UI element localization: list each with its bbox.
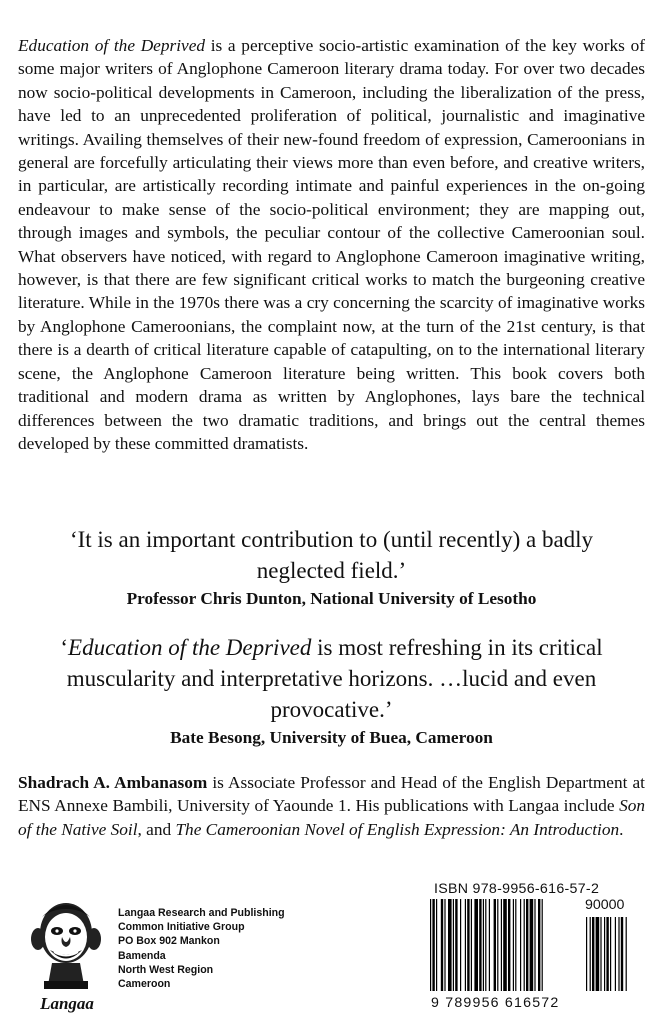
barcode-bar <box>471 899 472 991</box>
addon-barcode-bar <box>610 917 611 991</box>
barcode-bar <box>453 899 454 991</box>
barcode-bar <box>524 899 525 991</box>
barcode-bar <box>534 899 535 991</box>
addon-barcode-bar <box>590 917 591 991</box>
barcode-bar <box>526 899 528 991</box>
barcode-bar <box>455 899 457 991</box>
isbn-label: ISBN 978-9956-616-57-2 <box>434 881 600 897</box>
book-title: Son of the Native Soil <box>18 796 645 839</box>
barcode-bar <box>497 899 498 991</box>
langaa-logo <box>22 895 112 1015</box>
barcode-bar <box>483 899 484 991</box>
quote-attribution: Professor Chris Dunton, National University of Lesotho <box>126 589 537 608</box>
barcode-bar <box>448 899 452 991</box>
endorsement-quote-2 <box>40 632 623 749</box>
barcode-bar <box>508 899 510 991</box>
barcode-bar <box>538 899 540 991</box>
author-bio: Shadrach A. Ambanasom is Associate Professor and Head of the English Department at ENS Annexe Bambili, University of Yaounde 1. His publications with Langaa include Son of the Native Soil, and The Cameroonian Novel of English Expression: An Introduction. <box>18 773 645 839</box>
barcode-bar <box>494 899 496 991</box>
quote-attribution: Bate Besong, University of Buea, Cameroon <box>170 728 493 747</box>
addon-barcode-bar <box>596 917 600 991</box>
isbn-addon-number: 90000 <box>585 897 625 913</box>
barcode-bar <box>515 899 516 991</box>
quote-book-title: Education of the Deprived <box>68 635 312 660</box>
barcode-bar <box>474 899 478 991</box>
addon-barcode-bar <box>606 917 608 991</box>
barcode-bar <box>444 899 445 991</box>
blurb-text: is a perceptive socio-artistic examination of the key works of some major writers of Anglophone Cameroon literary drama today. For over two decades now socio-political developments in Cameroon, including the liberalization of the press, have led to an unprecedented proliferation of political, journalistic and imaginative writings. Availing themselves of their new-found freedom of expression, Cameroonians in general are forcefully articulating their views more than even before, and creative writers, in particular, are artistically recording intimate and painful experiences in the on-going endeavour to make sense of the socio-political environment; they are mapping out, through images and symbols, the peculiar contour of the collective Cameroonian soul. What observers have noticed, with regard to Anglophone Cameroon imaginative writing, however, is that there are few significant critical works to match the burgeoning creative literature. While in the 1970s there was a cry concerning the scarcity of imaginative works by Anglophone Cameroonians, the complaint now, at the turn of the 21st century, is that there is a dearth of critical literature capable of catapulting, on to the international literary scene, the Anglophone Cameroon literature being written. This book covers both traditional and modern drama as written by Anglophones, lays bare the technical differences between the two dramatic traditions, and brings out the central themes developed by these committed dramatists. <box>18 36 645 453</box>
isbn-barcode-block <box>426 881 649 1016</box>
barcode-bar <box>520 899 521 991</box>
barcode-bar <box>436 899 437 991</box>
barcode-bar <box>542 899 543 991</box>
publisher-address: Langaa Research and Publishing Common Initiative Group PO Box 902 Mankon Bamenda North West Region Cameroon <box>118 907 285 991</box>
logo-text: Langaa <box>40 994 94 1013</box>
quote-text: ‘Education of the Deprived is most refreshing in its critical muscularity and interpretative horizons. …lucid and even provocative.’ <box>60 635 603 722</box>
barcode-bar <box>530 899 534 991</box>
barcode-bar <box>489 899 490 991</box>
barcode-graphic <box>426 899 649 997</box>
book-title: The Cameroonian Novel of English Expression: An Introduction <box>175 819 620 839</box>
addon-barcode-bar <box>592 917 594 991</box>
addon-barcode-bar <box>604 917 605 991</box>
endorsement-quote-1 <box>40 524 623 610</box>
barcode-bar <box>430 899 431 991</box>
barcode-bar <box>479 899 481 991</box>
barcode-bar <box>501 899 502 991</box>
barcode-bar <box>432 899 434 991</box>
barcode-bar <box>465 899 466 991</box>
barcode-bar <box>467 899 469 991</box>
quote-text: ‘It is an important contribution to (until recently) a badly neglected field.’ <box>69 527 594 583</box>
barcode-bar <box>513 899 514 991</box>
addon-barcode-bar <box>618 917 619 991</box>
addon-barcode-bar <box>586 917 587 991</box>
back-cover-blurb <box>18 34 645 455</box>
book-title-italic: Education of the Deprived <box>18 36 205 55</box>
barcode-digits: 9 789956 616572 <box>431 995 560 1011</box>
addon-barcode-bar <box>621 917 623 991</box>
addon-barcode-bar <box>626 917 627 991</box>
barcode-bar <box>460 899 461 991</box>
author-name: Shadrach A. Ambanasom <box>18 773 208 792</box>
barcode-bar <box>441 899 443 991</box>
barcode-bar <box>503 899 507 991</box>
barcode-bar <box>485 899 486 991</box>
addon-barcode-bar <box>615 917 616 991</box>
addon-barcode-bar <box>600 917 601 991</box>
